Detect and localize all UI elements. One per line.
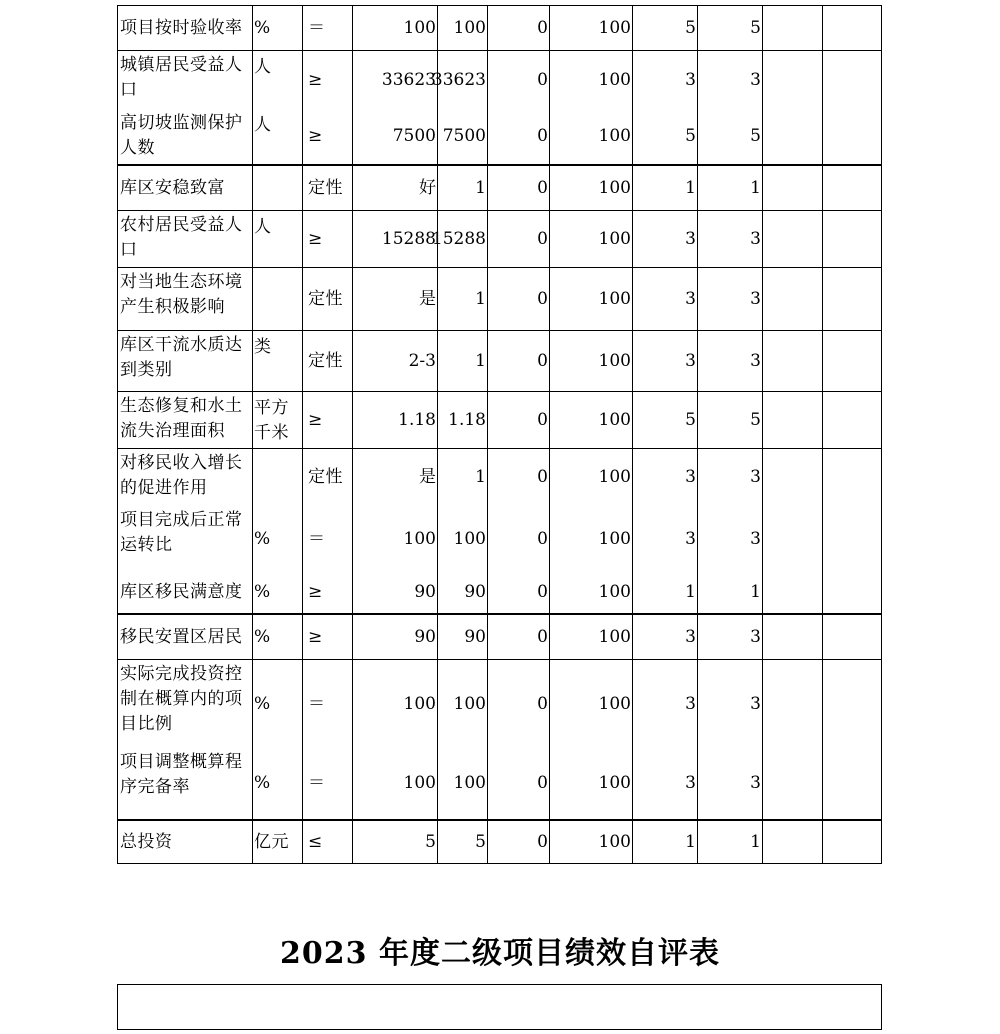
indicator-name: 对移民收入增长的促进作用 [118, 449, 253, 506]
blank-cell-10 [763, 449, 823, 506]
actual-value: 100 [438, 6, 488, 50]
blank-cell-11 [823, 660, 883, 748]
indicator-unit [253, 268, 303, 330]
target-value: 2-3 [353, 331, 438, 391]
col-7-value: 100 [550, 109, 633, 164]
col-8-value: 3 [633, 449, 698, 506]
table-row [117, 748, 882, 820]
blank-cell-11 [823, 572, 883, 613]
col-6-value: 0 [488, 331, 550, 391]
col-7-value: 100 [550, 821, 633, 863]
col-6-value: 0 [488, 268, 550, 330]
indicator-unit [253, 449, 303, 506]
target-value: 好 [353, 166, 438, 210]
table-row [117, 572, 882, 614]
blank-cell-11 [823, 166, 883, 210]
table-row [117, 50, 882, 109]
col-8-value: 3 [633, 506, 698, 572]
indicator-unit: 类 [253, 331, 303, 391]
col-6-value: 0 [488, 821, 550, 863]
indicator-operator: ≥ [303, 109, 353, 164]
indicator-operator: 定性 [303, 449, 353, 506]
blank-cell-10 [763, 392, 823, 448]
target-value: 5 [353, 821, 438, 863]
page-title: 2023 年度二级项目绩效自评表 [280, 936, 720, 971]
blank-cell-10 [763, 331, 823, 391]
blank-cell-11 [823, 6, 883, 50]
actual-value: 7500 [438, 109, 488, 164]
blank-cell-11 [823, 51, 883, 109]
indicator-unit: 人 [253, 211, 303, 267]
indicator-operator: ≥ [303, 51, 353, 109]
table-row [117, 165, 882, 210]
col-9-value: 5 [698, 6, 763, 50]
table-row [117, 330, 882, 391]
col-8-value: 3 [633, 268, 698, 330]
performance-indicator-table [117, 5, 882, 864]
indicator-name: 项目完成后正常运转比 [118, 506, 253, 572]
col-9-value: 3 [698, 615, 763, 659]
col-6-value: 0 [488, 6, 550, 50]
indicator-unit: % [253, 660, 303, 748]
table-row [117, 267, 882, 330]
indicator-unit: % [253, 615, 303, 659]
blank-cell-11 [823, 821, 883, 863]
col-7-value: 100 [550, 748, 633, 819]
target-value: 是 [353, 268, 438, 330]
blank-cell-10 [763, 211, 823, 267]
indicator-operator: ≥ [303, 211, 353, 267]
blank-cell-10 [763, 748, 823, 819]
actual-value: 100 [438, 660, 488, 748]
col-6-value: 0 [488, 449, 550, 506]
blank-cell-10 [763, 572, 823, 613]
col-9-value: 3 [698, 506, 763, 572]
indicator-unit: % [253, 572, 303, 613]
col-8-value: 3 [633, 615, 698, 659]
indicator-unit: 平方千米 [253, 392, 303, 448]
indicator-name: 对当地生态环境产生积极影响 [118, 268, 253, 330]
next-table-frame [117, 984, 882, 1030]
indicator-operator: ＝ [303, 748, 353, 819]
indicator-unit [253, 166, 303, 210]
indicator-name: 城镇居民受益人口 [118, 51, 253, 109]
indicator-name: 农村居民受益人口 [118, 211, 253, 267]
target-value: 100 [353, 660, 438, 748]
indicator-unit: % [253, 506, 303, 572]
target-value: 7500 [353, 109, 438, 164]
target-value: 90 [353, 615, 438, 659]
indicator-operator: ＝ [303, 506, 353, 572]
indicator-unit: % [253, 748, 303, 819]
blank-cell-10 [763, 660, 823, 748]
actual-value: 1.18 [438, 392, 488, 448]
col-8-value: 1 [633, 821, 698, 863]
actual-value: 100 [438, 748, 488, 819]
col-8-value: 3 [633, 748, 698, 819]
blank-cell-10 [763, 51, 823, 109]
actual-value: 1 [438, 166, 488, 210]
col-6-value: 0 [488, 51, 550, 109]
col-9-value: 3 [698, 449, 763, 506]
actual-value: 90 [438, 572, 488, 613]
indicator-unit: % [253, 6, 303, 50]
target-value: 33623 [353, 51, 438, 109]
col-7-value: 100 [550, 6, 633, 50]
indicator-name: 移民安置区居民 [118, 615, 253, 659]
target-value: 90 [353, 572, 438, 613]
blank-cell-11 [823, 331, 883, 391]
indicator-name: 生态修复和水土流失治理面积 [118, 392, 253, 448]
col-7-value: 100 [550, 506, 633, 572]
actual-value: 1 [438, 449, 488, 506]
table-row [117, 506, 882, 572]
col-9-value: 1 [698, 821, 763, 863]
table-row [117, 210, 882, 267]
blank-cell-10 [763, 506, 823, 572]
blank-cell-10 [763, 109, 823, 164]
col-8-value: 5 [633, 109, 698, 164]
col-9-value: 3 [698, 51, 763, 109]
indicator-name: 项目调整概算程序完备率 [118, 748, 253, 819]
actual-value: 5 [438, 821, 488, 863]
col-7-value: 100 [550, 51, 633, 109]
col-6-value: 0 [488, 572, 550, 613]
indicator-operator: 定性 [303, 331, 353, 391]
blank-cell-11 [823, 506, 883, 572]
target-value: 15288 [353, 211, 438, 267]
blank-cell-11 [823, 748, 883, 819]
indicator-operator: ≥ [303, 572, 353, 613]
table-row [117, 109, 882, 165]
col-7-value: 100 [550, 211, 633, 267]
indicator-name: 库区干流水质达到类别 [118, 331, 253, 391]
blank-cell-10 [763, 6, 823, 50]
blank-cell-10 [763, 166, 823, 210]
col-8-value: 3 [633, 331, 698, 391]
actual-value: 15288 [438, 211, 488, 267]
actual-value: 33623 [438, 51, 488, 109]
col-8-value: 5 [633, 392, 698, 448]
col-9-value: 1 [698, 166, 763, 210]
col-9-value: 3 [698, 660, 763, 748]
actual-value: 100 [438, 506, 488, 572]
col-8-value: 3 [633, 211, 698, 267]
blank-cell-11 [823, 615, 883, 659]
col-6-value: 0 [488, 211, 550, 267]
indicator-unit: 人 [253, 51, 303, 109]
actual-value: 1 [438, 331, 488, 391]
indicator-operator: 定性 [303, 166, 353, 210]
col-7-value: 100 [550, 166, 633, 210]
actual-value: 90 [438, 615, 488, 659]
col-8-value: 1 [633, 166, 698, 210]
blank-cell-11 [823, 109, 883, 164]
blank-cell-11 [823, 211, 883, 267]
indicator-unit: 亿元 [253, 821, 303, 863]
indicator-name: 库区安稳致富 [118, 166, 253, 210]
indicator-name: 库区移民满意度 [118, 572, 253, 613]
col-9-value: 3 [698, 331, 763, 391]
col-7-value: 100 [550, 615, 633, 659]
col-8-value: 5 [633, 6, 698, 50]
target-value: 1.18 [353, 392, 438, 448]
col-6-value: 0 [488, 615, 550, 659]
col-9-value: 3 [698, 211, 763, 267]
target-value: 100 [353, 6, 438, 50]
target-value: 100 [353, 748, 438, 819]
col-8-value: 3 [633, 660, 698, 748]
table-row [117, 659, 882, 748]
col-9-value: 1 [698, 572, 763, 613]
indicator-name: 实际完成投资控制在概算内的项目比例 [118, 660, 253, 748]
col-6-value: 0 [488, 660, 550, 748]
blank-cell-11 [823, 392, 883, 448]
blank-cell-10 [763, 821, 823, 863]
col-6-value: 0 [488, 392, 550, 448]
col-7-value: 100 [550, 572, 633, 613]
table-row [117, 614, 882, 659]
indicator-name: 总投资 [118, 821, 253, 863]
col-7-value: 100 [550, 392, 633, 448]
target-value: 是 [353, 449, 438, 506]
table-row [117, 5, 882, 50]
table-row [117, 391, 882, 448]
col-9-value: 5 [698, 109, 763, 164]
indicator-operator: ≥ [303, 392, 353, 448]
col-9-value: 3 [698, 748, 763, 819]
blank-cell-11 [823, 449, 883, 506]
indicator-name: 项目按时验收率 [118, 6, 253, 50]
indicator-operator: ＝ [303, 660, 353, 748]
col-7-value: 100 [550, 449, 633, 506]
blank-cell-10 [763, 615, 823, 659]
blank-cell-10 [763, 268, 823, 330]
col-7-value: 100 [550, 268, 633, 330]
col-6-value: 0 [488, 748, 550, 819]
actual-value: 1 [438, 268, 488, 330]
table-row [117, 448, 882, 506]
indicator-operator: ≤ [303, 821, 353, 863]
table-row [117, 820, 882, 864]
col-6-value: 0 [488, 506, 550, 572]
col-9-value: 5 [698, 392, 763, 448]
indicator-name: 高切坡监测保护人数 [118, 109, 253, 164]
indicator-operator: ＝ [303, 6, 353, 50]
target-value: 100 [353, 506, 438, 572]
col-9-value: 3 [698, 268, 763, 330]
col-6-value: 0 [488, 109, 550, 164]
col-8-value: 3 [633, 51, 698, 109]
col-6-value: 0 [488, 166, 550, 210]
indicator-operator: ≥ [303, 615, 353, 659]
indicator-operator: 定性 [303, 268, 353, 330]
col-7-value: 100 [550, 331, 633, 391]
indicator-unit: 人 [253, 109, 303, 164]
blank-cell-11 [823, 268, 883, 330]
col-7-value: 100 [550, 660, 633, 748]
col-8-value: 1 [633, 572, 698, 613]
